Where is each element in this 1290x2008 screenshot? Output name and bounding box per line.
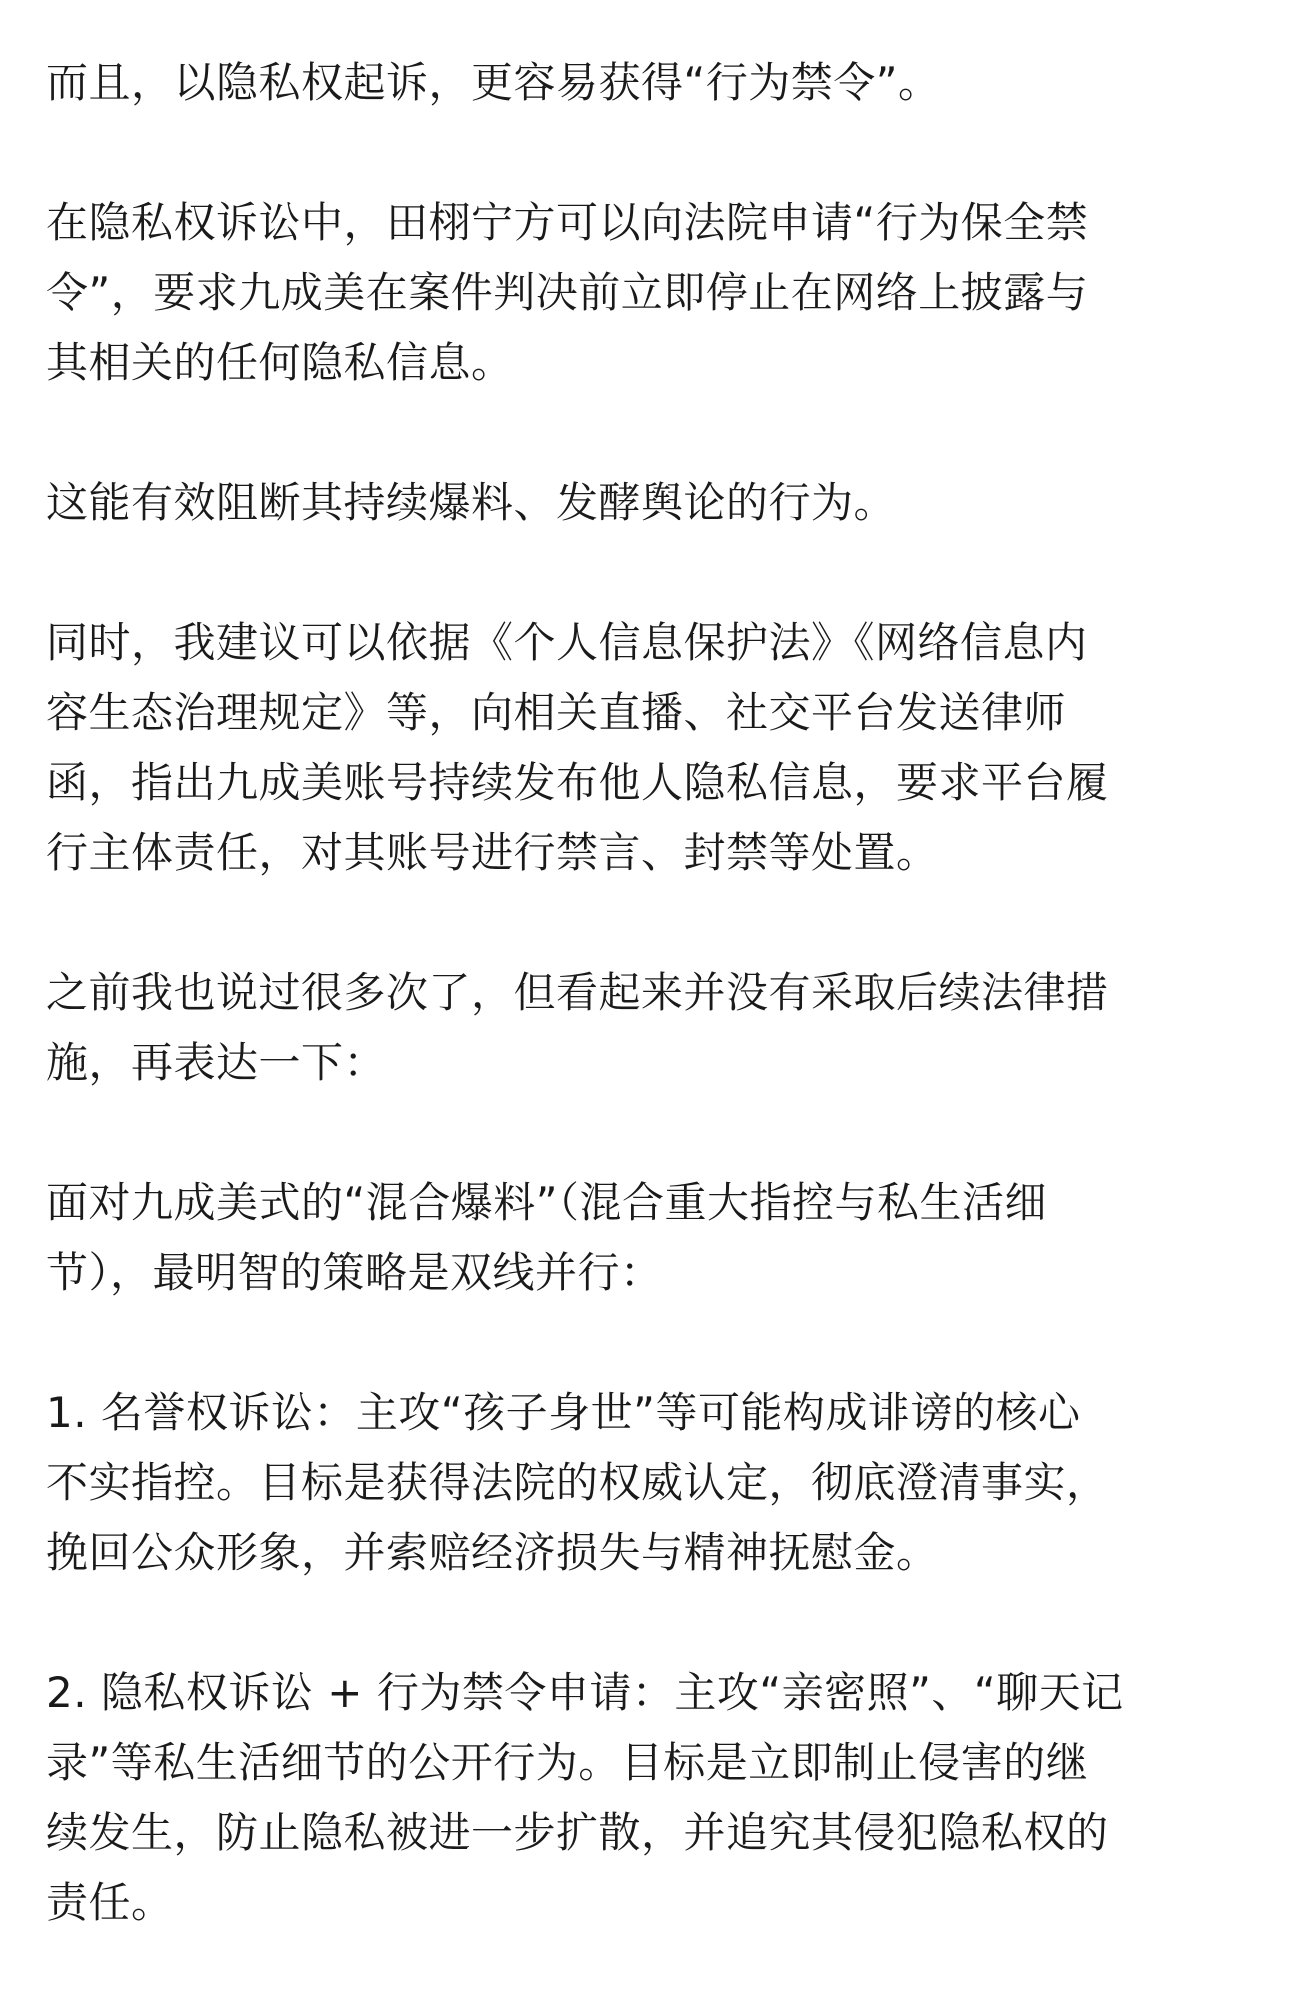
text-line: 施，再表达一下： [46, 1038, 387, 1087]
text-line: 之前我也说过很多次了，但看起来并没有采取后续法律措 [46, 968, 1109, 1017]
text-line: 责任。 [46, 1878, 174, 1927]
paragraph-3 [46, 468, 1256, 538]
paragraph-7-list-item-1 [46, 1378, 1256, 1588]
text-line: 容生态治理规定》等，向相关直播、社交平台发送律师 [46, 688, 1067, 737]
text-line: 同时，我建议可以依据《个人信息保护法》《网络信息内 [46, 618, 1088, 667]
text-line: 节），最明智的策略是双线并行： [46, 1248, 663, 1297]
text-line: 行主体责任，对其账号进行禁言、封禁等处置。 [46, 828, 939, 877]
paragraph-5 [46, 958, 1256, 1098]
text-line: 不实指控。目标是获得法院的权威认定，彻底澄清事实， [46, 1458, 1109, 1507]
text-line: 续发生，防止隐私被进一步扩散，并追究其侵犯隐私权的 [46, 1808, 1109, 1857]
paragraph-1 [46, 48, 1256, 118]
paragraph-4 [46, 608, 1256, 888]
paragraph-6 [46, 1168, 1256, 1308]
text-line: 函，指出九成美账号持续发布他人隐私信息，要求平台履 [46, 758, 1109, 807]
paragraph-2 [46, 188, 1256, 398]
text-line: 其相关的任何隐私信息。 [46, 338, 514, 387]
text-line: 挽回公众形象，并索赔经济损失与精神抚慰金。 [46, 1528, 939, 1577]
text-line: 1. 名誉权诉讼：主攻“孩子身世”等可能构成诽谤的核心 [46, 1388, 1081, 1437]
text-line: 令”，要求九成美在案件判决前立即停止在网络上披露与 [46, 268, 1089, 317]
text-line: 面对九成美式的“混合爆料”（混合重大指控与私生活细 [46, 1178, 1048, 1227]
text-line: 2. 隐私权诉讼 + 行为禁令申请：主攻“亲密照”、“聊天记 [46, 1668, 1124, 1717]
text-line: 而且，以隐私权起诉，更容易获得“行为禁令”。 [46, 58, 941, 107]
text-line: 在隐私权诉讼中，田栩宁方可以向法院申请“行为保全禁 [46, 198, 1089, 247]
text-line: 这能有效阻断其持续爆料、发酵舆论的行为。 [46, 478, 897, 527]
paragraph-8-list-item-2 [46, 1658, 1256, 1938]
article-body [46, 48, 1256, 2008]
text-line: 录”等私生活细节的公开行为。目标是立即制止侵害的继 [46, 1738, 1089, 1787]
